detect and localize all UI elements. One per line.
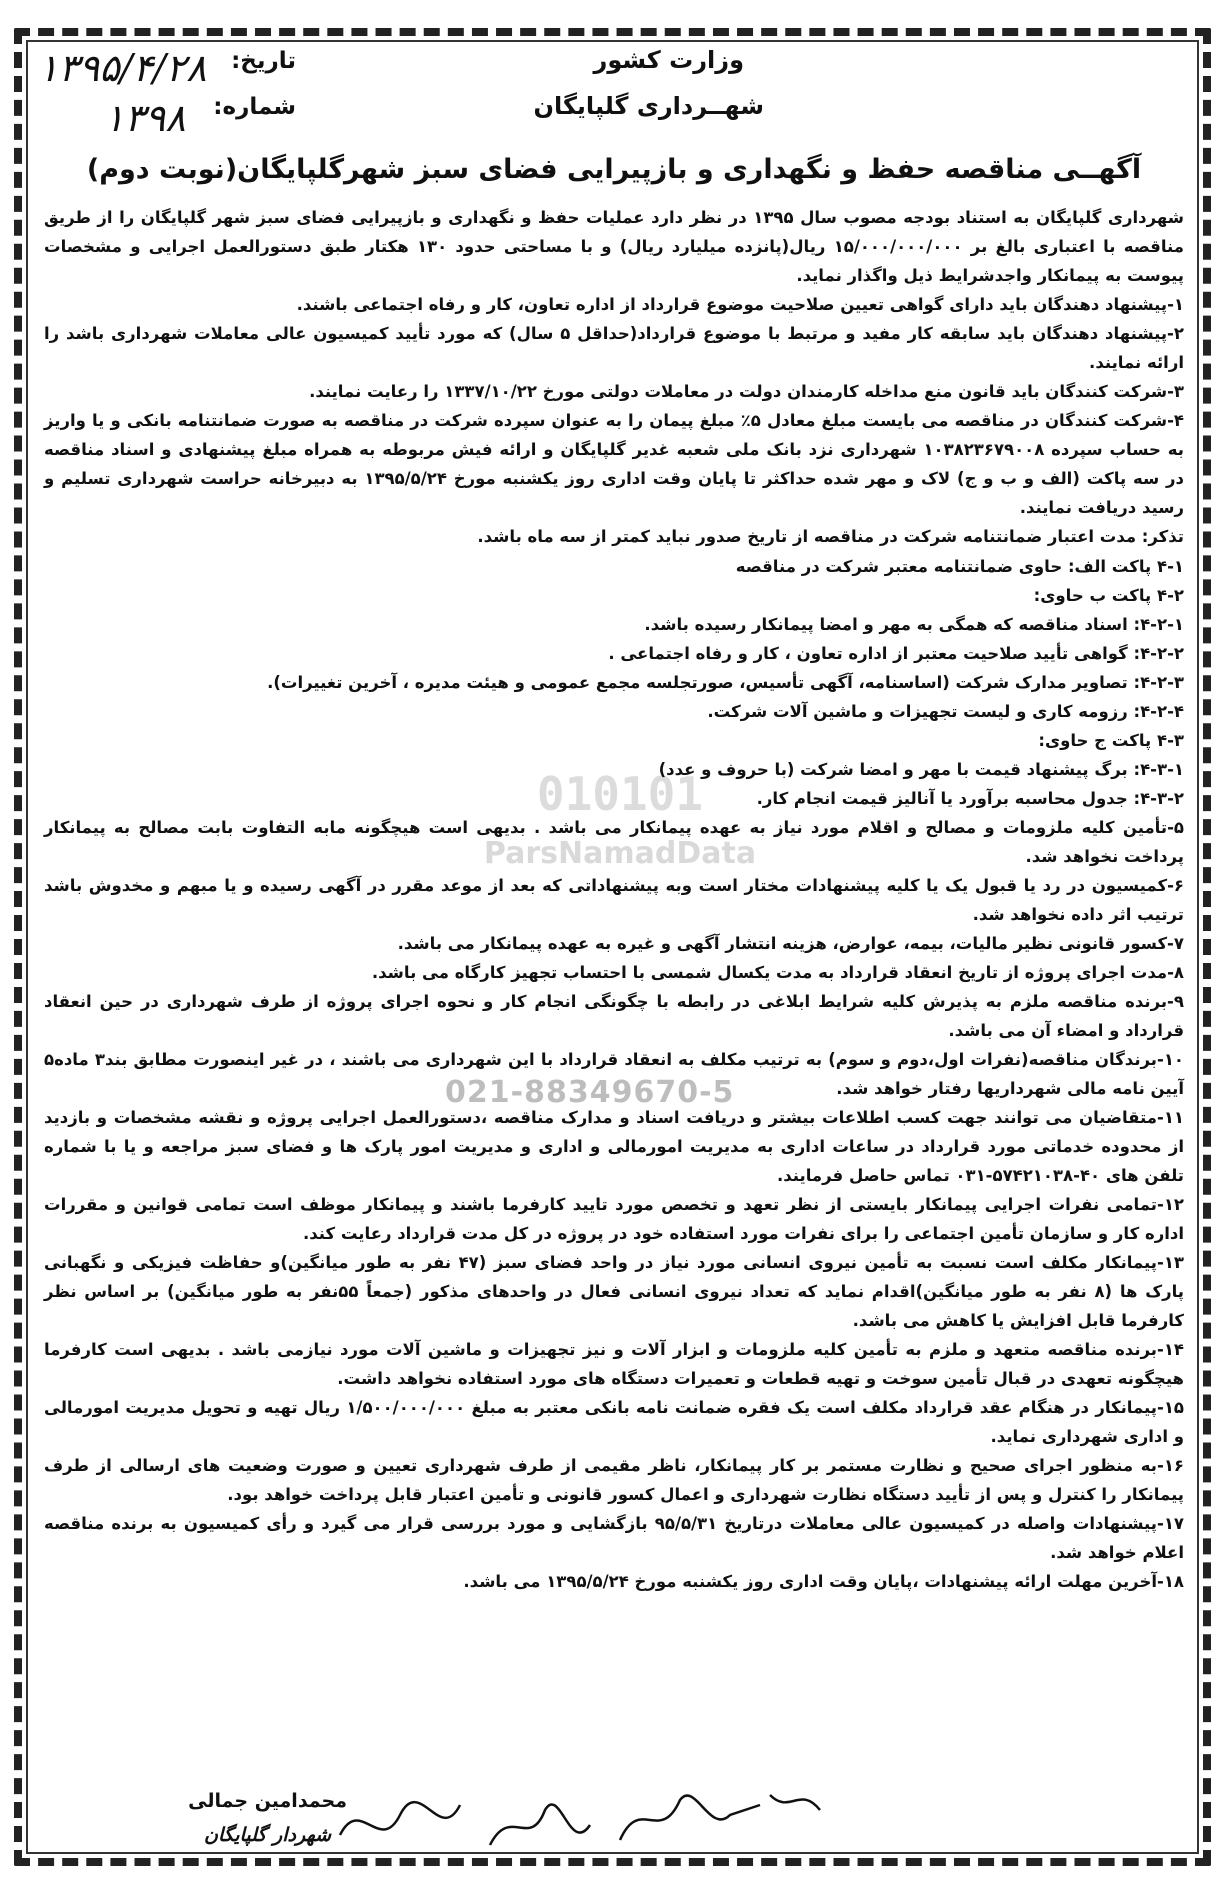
envelope-list bbox=[44, 552, 1184, 813]
signer-name: محمدامین جمالی bbox=[188, 1790, 347, 1812]
list-item: ۱۴-برنده مناقصه متعهد و ملزم به تأمین کلیه ملزومات و ابزار آلات و نیز تجهیزات و ماشین آلات مورد نیازمی باشد . بدیهی است کارفرما هیچگونه تعهدی در قبال تأمین سوخت و تهیه قطعات و تعمیرات دستگاه های مورد استفاده نخواهد داشت. bbox=[44, 1340, 1184, 1388]
list-item: ۱۲-تمامی نفرات اجرایی پیمانکار بایستی از نظر تعهد و تخصص مورد تایید کارفرما باشند و پیمانکار موظف است تمامی قوانین و مقررات اداره کار و سازمان تأمین اجتماعی را برای نفرات مورد استفاده خود در پروژه در کل مدت قرارداد رعایت کند. bbox=[44, 1195, 1184, 1243]
list-item: ۱۰-برندگان مناقصه(نفرات اول،دوم و سوم) به ترتیب مکلف به انعقاد قرارداد با این شهرداری می باشند ، در غیر اینصورت مطابق بند۳ ماده۵ آیین نامه مالی شهرداریها رفتار خواهد شد. bbox=[44, 1050, 1184, 1098]
handwritten-signatures-icon bbox=[320, 1775, 840, 1865]
list-item: ۴-۲-۴: رزومه کاری و لیست تجهیزات و ماشین آلات شرکت. bbox=[707, 702, 1184, 721]
municipality-name: شهــرداری گلپایگان bbox=[533, 92, 764, 120]
list-item: ۴-۳-۲: جدول محاسبه برآورد یا آنالیز قیمت انجام کار. bbox=[756, 789, 1184, 808]
number-label: شماره: bbox=[213, 94, 296, 120]
ministry-name: وزارت کشور bbox=[593, 46, 744, 74]
number-value: ۱۳۹۸ bbox=[104, 96, 186, 140]
list-item: ۱-پیشنهاد دهندگان باید دارای گواهی تعیین صلاحیت موضوع قرارداد از اداره تعاون، کار و رفاه اجتماعی باشند. bbox=[296, 295, 1184, 314]
guarantee-note: تذکر: مدت اعتبار ضمانتنامه شرکت در مناقصه از تاریخ صدور نباید کمتر از سه ماه باشد. bbox=[477, 527, 1184, 546]
intro-paragraph: شهرداری گلپایگان به استناد بودجه مصوب سال ۱۳۹۵ در نظر دارد عملیات حفظ و نگهداری و بازپیرایی فضای سبز شهر گلپایگان را از طریق مناقصه با اعتباری بالغ بر ۱۵/۰۰۰/۰۰۰/۰۰۰ ریال(پانزده میلیارد ریال) و با مساحتی حدود ۱۳۰ هکتار طبق دستورالعمل اجرایی و مشخصات پیوست به پیمانکار واجدشرایط ذیل واگذار نماید. bbox=[44, 208, 1184, 285]
list-item: ۳-شرکت کنندگان باید قانون منع مداخله کارمندان دولت در معاملات دولتی مورخ ۱۳۳۷/۱۰/۲۲ را رعایت نمایند. bbox=[309, 382, 1184, 401]
notice-content bbox=[38, 46, 1184, 1596]
list-item: ۹-برنده مناقصه ملزم به پذیرش کلیه شرایط ابلاغی در رابطه با چگونگی انجام کار و نحوه اجرای پروژه از طرف شهرداری در حین انعقاد قرارداد و امضاء آن می باشد. bbox=[44, 992, 1184, 1040]
list-item: ۱۱-متقاضیان می توانند جهت کسب اطلاعات بیشتر و دریافت اسناد و مدارک مناقصه ،دستورالعمل اجرایی پروژه و نقشه مشخصات و بازدید از محدوده خدماتی مورد قرارداد در ساعات اداری به مدیریت امورمالی و اداری و مدیریت امور پارک ها و فضای سبز مراجعه و یا با شماره تلفن های ۴۰-۵۷۴۲۱۰۳۸-۰۳۱ تماس حاصل فرمایند. bbox=[44, 1108, 1184, 1185]
list-item: ۱۸-آخرین مهلت ارائه پیشنهادات ،پایان وقت اداری روز یکشنبه مورخ ۱۳۹۵/۵/۲۴ می باشد. bbox=[463, 1572, 1184, 1591]
list-item: ۱۷-پیشنهادات واصله در کمیسیون عالی معاملات درتاریخ ۹۵/۵/۳۱ بازگشایی و مورد بررسی قرار می گیرد و رأی کمیسیون به برنده مناقصه اعلام خواهد شد. bbox=[44, 1514, 1184, 1562]
list-item: ۵-تأمین کلیه ملزومات و مصالح و اقلام مورد نیاز به عهده پیمانکار می باشد . بدیهی است هیچگونه مابه التفاوت بابت مصالح به پیمانکار پرداخت نخواهد شد. bbox=[44, 818, 1184, 866]
list-item: ۴-۳ پاکت ج حاوی: bbox=[1038, 731, 1184, 750]
letterhead bbox=[38, 46, 1184, 146]
list-item: ۴-۲-۱: اسناد مناقصه که همگی به مهر و امضا پیمانکار رسیده باشد. bbox=[644, 615, 1184, 634]
list-item: ۴-۳-۱: برگ پیشنهاد قیمت با مهر و امضا شرکت (با حروف و عدد) bbox=[658, 760, 1184, 779]
list-item: ۴-۱ پاکت الف: حاوی ضمانتنامه معتبر شرکت در مناقصه bbox=[735, 557, 1184, 576]
list-item: ۴-۲-۲: گواهی تأیید صلاحیت معتبر از اداره تعاون ، کار و رفاه اجتماعی . bbox=[608, 644, 1184, 663]
watermark-digits: 010101 bbox=[536, 767, 704, 821]
notice-title: آگهــی مناقصه حفظ و نگهداری و بازپیرایی فضای سبز شهرگلپایگان(نوبت دوم) bbox=[86, 154, 1142, 185]
list-item: ۴-۲ پاکت ب حاوی: bbox=[1033, 586, 1184, 605]
conditions-list-continued bbox=[44, 813, 1184, 1596]
list-item: ۴-۲-۳: تصاویر مدارک شرکت (اساسنامه، آگهی تأسیس، صورتجلسه مجمع عمومی و هیئت مدیره ، آخرین تغییرات). bbox=[267, 673, 1184, 692]
date-label: تاریخ: bbox=[231, 48, 296, 74]
watermark-brand: ParsNamadData bbox=[483, 836, 757, 871]
signer-title: شهردار گلپایگان bbox=[204, 1824, 332, 1846]
list-item: ۱۳-پیمانکار مکلف است نسبت به تأمین نیروی انسانی مورد نیاز در واحد فضای سبز (۴۷ نفر به طور میانگین)و حفاظت فیزیکی و نگهبانی پارک ها (۸ نفر به طور میانگین)اقدام نماید که تعداد نیروی انسانی فعال در واحدهای مذکور (جمعاً ۵۵نفر به طور میانگین) بر اساس نظر کارفرما قابل افزایش یا کاهش می باشد. bbox=[44, 1253, 1184, 1330]
list-item: ۱۵-پیمانکار در هنگام عقد قرارداد مکلف است یک فقره ضمانت نامه بانکی معتبر به مبلغ ۱/۵۰۰/۰۰۰/۰۰۰ ریال تهیه و تحویل مدیریت امورمالی و اداری شهرداری نماید. bbox=[44, 1398, 1184, 1446]
list-item: ۸-مدت اجرای پروژه از تاریخ انعقاد قرارداد به مدت یکسال شمسی با احتساب تجهیز کارگاه می باشد. bbox=[371, 963, 1184, 982]
list-item: ۲-پیشنهاد دهندگان باید سابقه کار مفید و مرتبط با موضوع قرارداد(حداقل ۵ سال) که مورد تأیید کمیسیون عالی معاملات شهرداری باشد را ارائه نمایند. bbox=[44, 324, 1184, 372]
list-item: ۴-شرکت کنندگان در مناقصه می بایست مبلغ معادل ۵٪ مبلغ پیمان را به عنوان سپرده شرکت در مناقصه به صورت ضمانتنامه بانکی و یا واریز به حساب سپرده ۱۰۳۸۲۳۶۷۹۰۰۸ شهرداری نزد بانک ملی شعبه غدیر گلپایگان و ارائه فیش مربوطه به همراه مبلغ پیشنهادی و اسناد مناقصه در سه پاکت (الف و ب و ج) لاک و مهر شده حداکثر تا پایان وقت اداری روز یکشنبه مورخ ۱۳۹۵/۵/۲۴ به دبیرخانه حراست شهرداری تسلیم و رسید دریافت نمایند. bbox=[44, 411, 1184, 517]
list-item: ۶-کمیسیون در رد یا قبول یک یا کلیه پیشنهادات مختار است وبه پیشنهاداتی که بعد از موعد مقرر در آگهی رسیده و یا مبهم و مخدوش باشد ترتیب اثر داده نخواهد شد. bbox=[44, 876, 1184, 924]
list-item: ۷-کسور قانونی نظیر مالیات، بیمه، عوارض، هزینه انتشار آگهی و غیره به عهده پیمانکار می باشد. bbox=[397, 934, 1184, 953]
conditions-list bbox=[44, 290, 1184, 522]
date-value: ۱۳۹۵/۴/۲۸ bbox=[38, 46, 207, 90]
list-item: ۱۶-به منظور اجرای صحیح و نظارت مستمر بر کار پیمانکار، ناظر مقیمی از طرف شهرداری تعیین و صورت وضعیت های ارسالی از طرف پیمانکار را کنترل و پس از تأیید دستگاه نظارت شهرداری و اعمال کسور قانونی و تأمین اعتبار قابل پرداخت خواهد بود. bbox=[44, 1456, 1184, 1504]
watermark-phone: 021-88349670-5 bbox=[445, 1075, 735, 1110]
